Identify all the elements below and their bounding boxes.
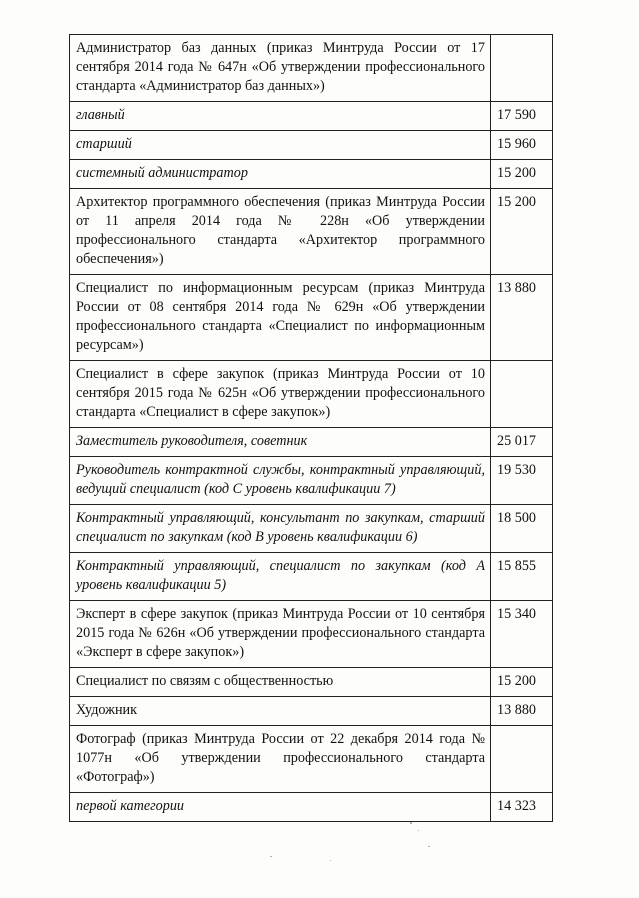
position-name-cell: Архитектор программного обеспечения (приказ Минтруда России от 11 апреля 2014 года № 228н «Об утверждении профессионального стандарта «Архитектор программного обеспечения») — [70, 189, 491, 275]
table-row — [70, 102, 553, 131]
salary-amount-cell: 17 590 — [491, 102, 553, 131]
position-name-cell: Администратор баз данных (приказ Минтруда России от 17 сентября 2014 года № 647н «Об утверждении профессионального стандарта «Администратор баз данных») — [70, 35, 491, 102]
table-row — [70, 275, 553, 361]
position-name-cell: системный администратор — [70, 160, 491, 189]
table-row — [70, 793, 553, 822]
salary-amount-cell: 15 340 — [491, 601, 553, 668]
table-row — [70, 361, 553, 428]
salary-amount-cell — [491, 35, 553, 102]
scan-speck — [428, 846, 430, 847]
scan-speck — [418, 830, 419, 831]
position-name-cell: Эксперт в сфере закупок (приказ Минтруда России от 10 сентября 2015 года № 626н «Об утверждении профессионального стандарта «Эксперт в сфере закупок») — [70, 601, 491, 668]
position-name-cell: Контрактный управляющий, специалист по закупкам (код А уровень квалификации 5) — [70, 553, 491, 601]
salary-table-body — [70, 35, 553, 822]
table-row — [70, 457, 553, 505]
position-name-cell: старший — [70, 131, 491, 160]
position-name-cell: Специалист по связям с общественностью — [70, 668, 491, 697]
salary-amount-cell: 15 855 — [491, 553, 553, 601]
position-name-cell: Заместитель руководителя, советник — [70, 428, 491, 457]
salary-amount-cell: 13 880 — [491, 697, 553, 726]
table-row — [70, 553, 553, 601]
table-row — [70, 697, 553, 726]
salary-amount-cell — [491, 361, 553, 428]
scan-speck — [330, 860, 331, 861]
salary-amount-cell: 15 200 — [491, 160, 553, 189]
table-row — [70, 428, 553, 457]
salary-amount-cell: 15 200 — [491, 668, 553, 697]
table-row — [70, 601, 553, 668]
table-row — [70, 160, 553, 189]
salary-table — [69, 34, 553, 822]
position-name-cell: Фотограф (приказ Минтруда России от 22 декабря 2014 года № 1077н «Об утверждении профессионального стандарта «Фотограф») — [70, 726, 491, 793]
table-row — [70, 668, 553, 697]
position-name-cell: Специалист по информационным ресурсам (приказ Минтруда России от 08 сентября 2014 года № 629н «Об утверждении профессионального стандарта «Специалист по информационным ресурсам») — [70, 275, 491, 361]
position-name-cell: Контрактный управляющий, консультант по закупкам, старший специалист по закупкам (код В уровень квалификации 6) — [70, 505, 491, 553]
scan-speck — [270, 856, 272, 857]
table-row — [70, 726, 553, 793]
table-row — [70, 35, 553, 102]
salary-amount-cell: 15 200 — [491, 189, 553, 275]
salary-amount-cell — [491, 726, 553, 793]
scan-speck — [410, 822, 412, 824]
position-name-cell: Художник — [70, 697, 491, 726]
position-name-cell: Руководитель контрактной службы, контрактный управляющий, ведущий специалист (код С уровень квалификации 7) — [70, 457, 491, 505]
table-row — [70, 131, 553, 160]
salary-amount-cell: 18 500 — [491, 505, 553, 553]
position-name-cell: главный — [70, 102, 491, 131]
salary-amount-cell: 15 960 — [491, 131, 553, 160]
salary-amount-cell: 13 880 — [491, 275, 553, 361]
salary-amount-cell: 25 017 — [491, 428, 553, 457]
table-row — [70, 505, 553, 553]
position-name-cell: первой категории — [70, 793, 491, 822]
salary-amount-cell: 14 323 — [491, 793, 553, 822]
position-name-cell: Специалист в сфере закупок (приказ Минтруда России от 10 сентября 2015 года № 625н «Об утверждении профессионального стандарта «Специалист в сфере закупок») — [70, 361, 491, 428]
table-row — [70, 189, 553, 275]
salary-amount-cell: 19 530 — [491, 457, 553, 505]
